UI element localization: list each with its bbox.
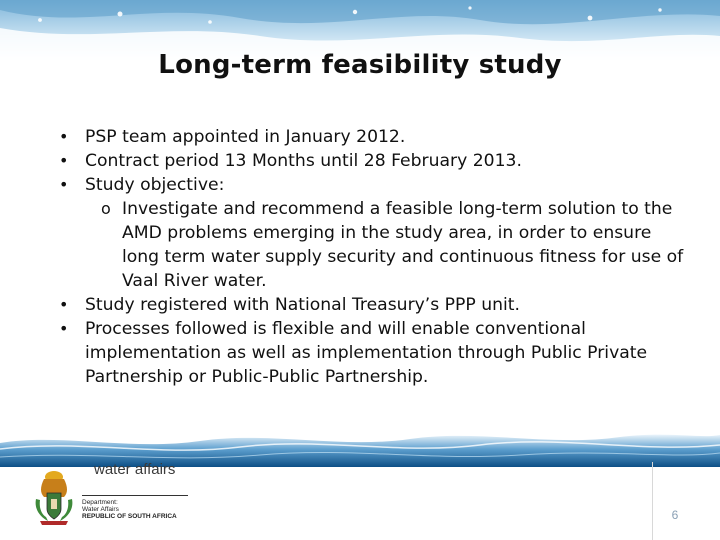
bullet-text-line: PSP team appointed in January 2012. (85, 127, 406, 147)
bullet-text-line: implementation as well as implementation through Public Private (85, 343, 648, 363)
bullet-item (55, 293, 705, 317)
coat-of-arms-icon (30, 469, 78, 527)
brand-line-water-affairs: Water Affairs (82, 506, 119, 513)
bullet-marker: • (59, 319, 69, 338)
bullet-text-line: Vaal River water. (122, 271, 267, 291)
bullet-item (55, 317, 705, 389)
bullet-text-line: Study registered with National Treasury’s PPP unit. (85, 295, 521, 315)
bullet-text-line: AMD problems emerging in the study area, in order to ensure (122, 223, 652, 243)
bullet-text-line: Study objective: (85, 175, 225, 195)
brand-name: water affairs (94, 461, 176, 478)
brand-line-republic: REPUBLIC OF SOUTH AFRICA (82, 513, 177, 520)
bullet-list (55, 125, 705, 389)
water-affairs-logo (80, 459, 190, 525)
bullet-text-line: Processes followed is flexible and will enable conventional (85, 319, 586, 339)
bullet-text-line: Contract period 13 Months until 28 February 2013. (85, 151, 522, 171)
brand-rule (82, 495, 188, 496)
bullet-item (55, 125, 705, 149)
bullet-item (55, 149, 705, 173)
bullet-text-line: Investigate and recommend a feasible long-term solution to the (122, 199, 673, 219)
bullet-marker: • (59, 175, 69, 194)
bullet-text-line: long term water supply security and continuous fitness for use of (122, 247, 684, 267)
bullet-marker: • (59, 295, 69, 314)
bullet-item (55, 173, 705, 197)
sub-bullet-marker: o (101, 199, 111, 218)
footer-divider (652, 462, 653, 540)
bullet-marker: • (59, 127, 69, 146)
bullet-text-line: Partnership or Public-Public Partnership. (85, 367, 429, 387)
page-number: 6 (671, 508, 679, 522)
brand-line-department: Department: (82, 499, 118, 506)
sub-bullet-item (55, 197, 705, 293)
bullet-marker: • (59, 151, 69, 170)
slide-title: Long-term feasibility study (158, 50, 562, 80)
